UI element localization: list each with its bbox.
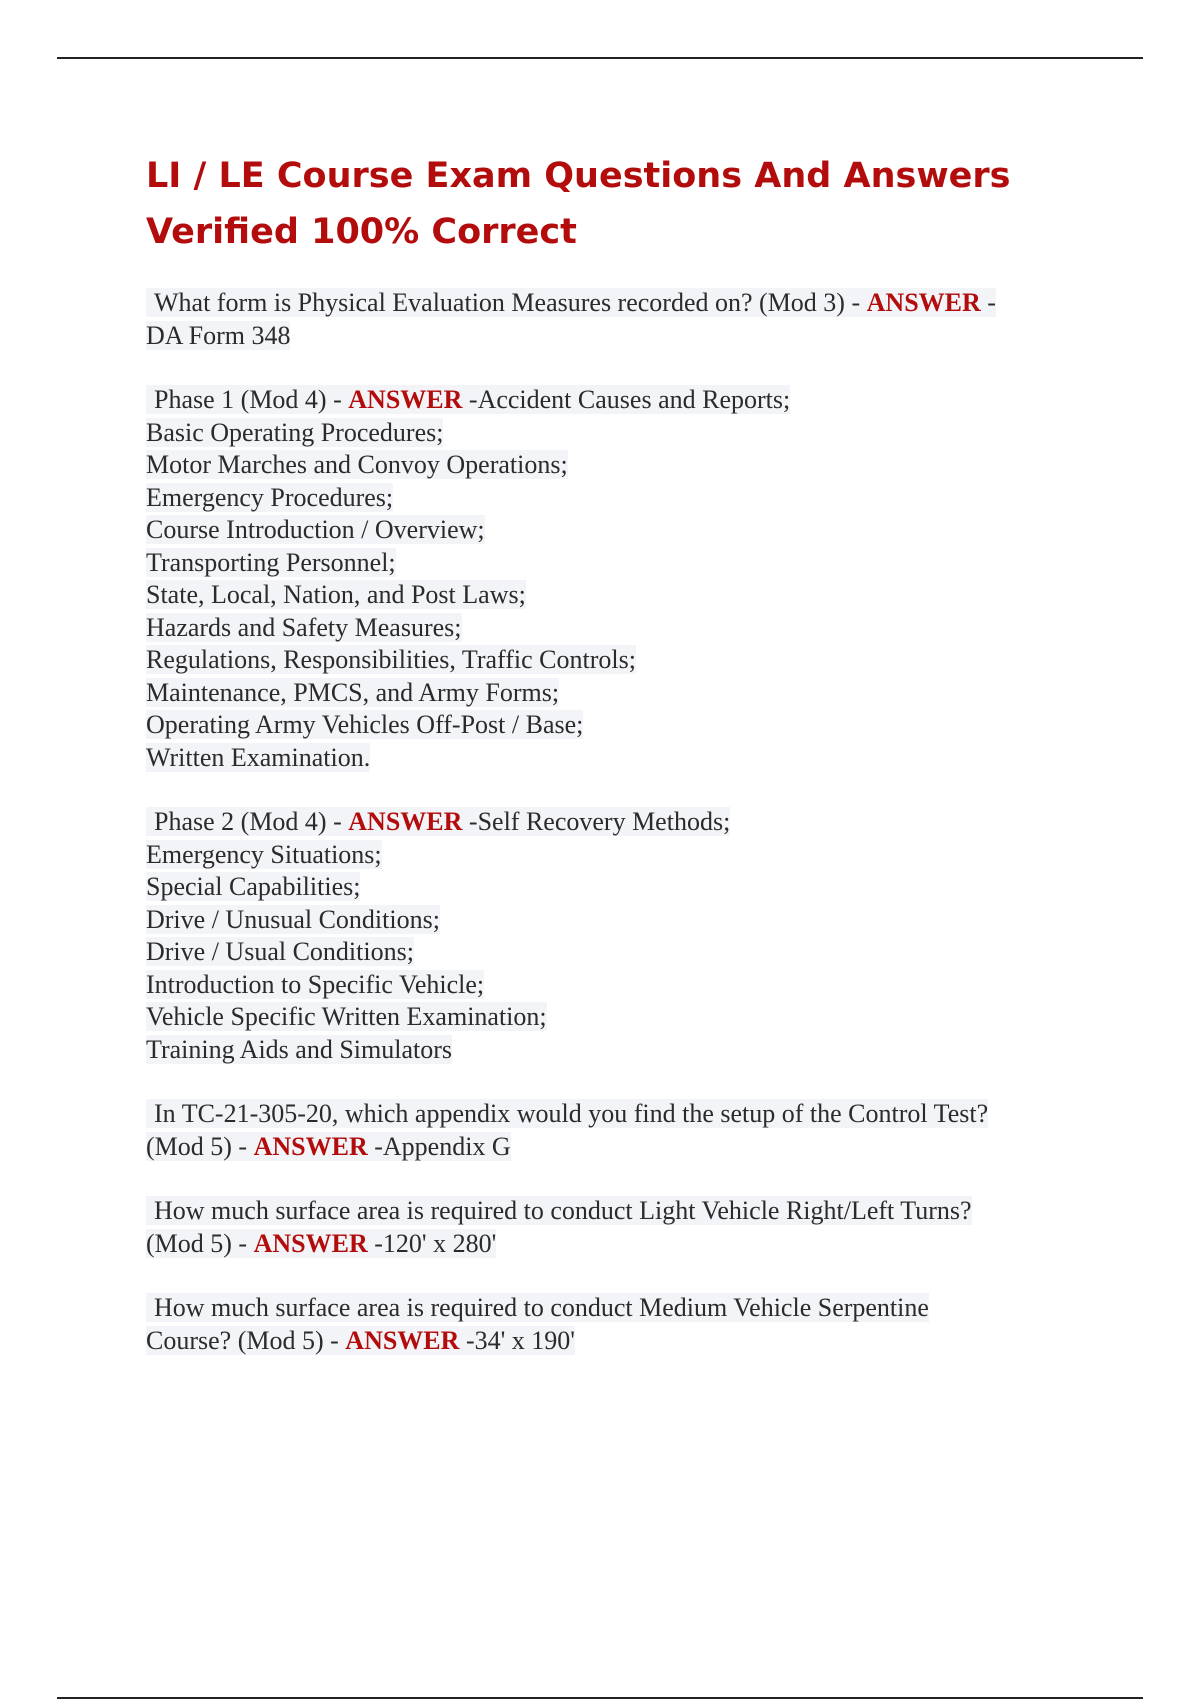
line-text: Regulations, Responsibilities, Traffic Controls; [146,645,636,674]
title-line: LI / LE Course Exam Questions And Answers [146,156,1011,196]
line-text: Drive / Unusual Conditions; [146,904,440,934]
answer-text [146,1326,575,1355]
qa-line [146,969,1086,1002]
qa-line [146,320,1086,353]
qa-line [146,579,1086,612]
line-text: Maintenance, PMCS, and Army Forms; [146,677,560,707]
qa-item [146,384,1086,774]
answer-value: - [980,288,996,317]
answer-text [146,483,393,512]
line-text: Phase 1 (Mod 4) - [154,385,349,414]
document-title [146,148,1106,260]
qa-line [146,742,1086,775]
answer-text [146,1035,452,1064]
answer-text [146,970,484,999]
answer-value: -120' x 280' [367,1228,497,1258]
line-text: Emergency Procedures; [146,482,394,512]
answer-text [146,418,443,447]
qa-item [146,1195,1086,1260]
qa-list [146,287,1086,1389]
qa-line [146,1292,1086,1325]
answer-text [146,515,485,544]
qa-line [146,514,1086,547]
question-text [146,1099,988,1128]
line-text: Training Aids and Simulators [146,1034,453,1064]
line-text: Motor Marches and Convoy Operations; [146,450,568,479]
answer-label: ANSWER [253,1228,368,1258]
qa-line [146,936,1086,969]
answer-text [146,1132,511,1161]
line-text: Introduction to Specific Vehicle; [146,969,485,999]
line-text: Drive / Usual Conditions; [146,937,414,966]
line-text: Phase 2 (Mod 4) - [154,807,349,836]
qa-line [146,1228,1086,1261]
answer-text [146,872,360,901]
line-text: (Mod 5) - [146,1131,254,1161]
answer-text [146,645,636,674]
qa-line [146,1001,1086,1034]
line-text: How much surface area is required to conduct Medium Vehicle Serpentine [154,1293,929,1322]
title-line: Verified 100% Correct [146,212,577,252]
answer-text [146,450,568,479]
answer-text [146,743,370,772]
qa-line [146,644,1086,677]
qa-line [146,417,1086,450]
qa-item [146,806,1086,1066]
line-text: Emergency Situations; [146,839,382,869]
qa-line [146,1325,1086,1358]
question-text [146,288,996,317]
answer-label: ANSWER [866,288,981,317]
answer-text [146,840,382,869]
qa-line [146,482,1086,515]
qa-item [146,1292,1086,1357]
line-text: Hazards and Safety Measures; [146,612,462,642]
qa-line [146,1098,1086,1131]
qa-line [146,871,1086,904]
qa-item [146,287,1086,352]
answer-text [146,1229,496,1258]
qa-line [146,547,1086,580]
line-text: Basic Operating Procedures; [146,417,444,447]
qa-item [146,1098,1086,1163]
line-text: Course? (Mod 5) - [146,1325,346,1355]
line-text: (Mod 5) - [146,1228,254,1258]
answer-text [146,548,396,577]
answer-text [146,905,440,934]
bottom-rule [57,1697,1143,1699]
answer-text [146,937,414,966]
question-text [146,1293,929,1322]
answer-value: -Appendix G [367,1131,511,1161]
answer-value: -Accident Causes and Reports; [462,385,791,414]
qa-line [146,1195,1086,1228]
line-text: Special Capabilities; [146,872,361,901]
answer-label: ANSWER [348,807,463,836]
answer-label: ANSWER [348,385,463,414]
qa-line [146,1131,1086,1164]
answer-text [146,710,583,739]
qa-line [146,806,1086,839]
qa-line [146,612,1086,645]
answer-value: -34' x 190' [459,1325,575,1355]
qa-line [146,904,1086,937]
qa-line [146,677,1086,710]
line-text: Written Examination. [146,742,371,772]
qa-line [146,449,1086,482]
line-text: State, Local, Nation, and Post Laws; [146,580,526,609]
qa-line [146,1034,1086,1067]
question-text [146,385,790,414]
line-text: Operating Army Vehicles Off-Post / Base; [146,710,584,739]
line-text: DA Form 348 [146,320,291,350]
answer-label: ANSWER [253,1131,368,1161]
line-text: Vehicle Specific Written Examination; [146,1002,547,1031]
qa-line [146,287,1086,320]
question-text [146,1196,972,1225]
answer-text [146,1002,547,1031]
answer-text [146,321,290,350]
question-text [146,807,730,836]
line-text: What form is Physical Evaluation Measures recorded on? (Mod 3) - [154,288,867,317]
qa-line [146,709,1086,742]
line-text: Transporting Personnel; [146,547,396,577]
qa-line [146,384,1086,417]
answer-text [146,613,462,642]
top-rule [57,57,1143,59]
answer-text [146,678,559,707]
line-text: How much surface area is required to conduct Light Vehicle Right/Left Turns? [154,1196,972,1225]
line-text: Course Introduction / Overview; [146,515,485,544]
answer-label: ANSWER [345,1325,460,1355]
answer-text [146,580,526,609]
qa-line [146,839,1086,872]
line-text: In TC-21-305-20, which appendix would you find the setup of the Control Test? [154,1099,989,1128]
answer-value: -Self Recovery Methods; [462,807,731,836]
